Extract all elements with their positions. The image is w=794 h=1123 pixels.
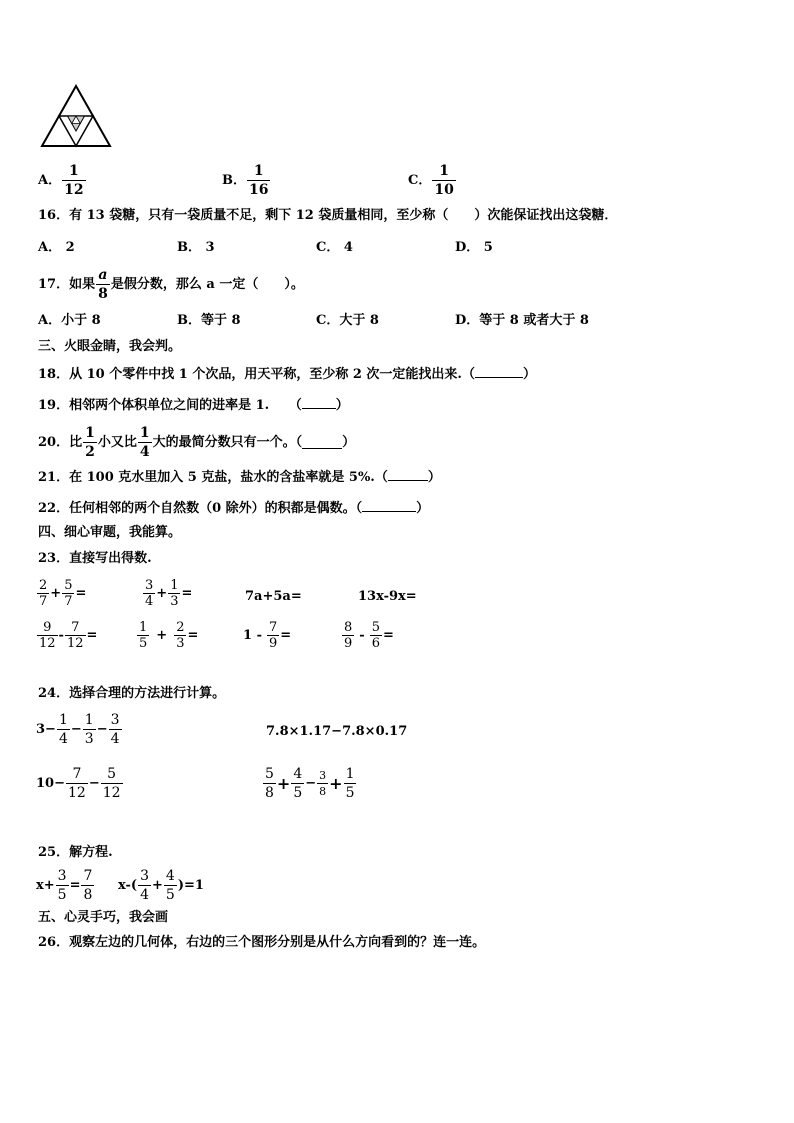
fraction: $\frac{5}{6}$	[371, 620, 380, 651]
q24-expr-4: $\frac{5}{8}$ + $\frac{4}{5}$ − $\frac{3}{8}$ + $\frac{1}{5}$	[265, 766, 355, 801]
answer-blank[interactable]	[388, 468, 428, 481]
q25-title: 25．解方程.	[38, 845, 113, 860]
fraction: $\frac{4}{5}$	[165, 868, 175, 903]
q15-option-c[interactable]	[408, 162, 457, 199]
answer-blank[interactable]	[475, 365, 523, 378]
q17-option-d[interactable]: D．等于 8 或者大于 8	[455, 313, 589, 328]
q25-equation-1: x+ $\frac{3}{5}$ = $\frac{7}{8}$	[36, 868, 93, 903]
q17-option-b[interactable]: B．等于 8	[177, 313, 241, 328]
q25-equation-2: x-( $\frac{3}{4}$ + $\frac{4}{5}$ )=1	[118, 868, 204, 903]
section-heading-4: 四、细心审题，我能算。	[38, 525, 182, 540]
q15-option-a[interactable]	[38, 162, 87, 199]
fraction: $\frac{8}{9}$	[344, 620, 353, 651]
option-letter: C．	[408, 172, 432, 188]
q23-expr-6: $\frac{1}{5}$ + $\frac{2}{3}$ =	[139, 620, 199, 651]
q26-text: 26．观察左边的几何体，右边的三个图形分别是从什么方向看到的？连一连。	[38, 935, 486, 950]
fraction: $\frac{1}{4}$	[58, 712, 68, 747]
q17-option-a[interactable]: A．小于 8	[38, 313, 101, 328]
q16-text: 16．有 13 袋糖，只有一袋质量不足，剩下 12 袋质量相同，至少称（ ）次能保证找出这袋糖．	[38, 208, 618, 223]
q23-title: 23．直接写出得数.	[38, 551, 152, 566]
fraction: $\frac{1}{10}$	[434, 163, 454, 198]
q16-option-a[interactable]: A． 2	[38, 240, 75, 255]
fraction: $\frac{7}{8}$	[83, 868, 93, 903]
fraction: $\frac{1}{12}$	[64, 163, 84, 198]
q19-text: 19．相邻两个体积单位之间的进率是 1. （ ）	[38, 398, 349, 413]
fraction: $\frac{5}{8}$	[265, 766, 274, 801]
q24-expr-3: 10− $\frac{7}{12}$ − $\frac{5}{12}$	[36, 766, 121, 801]
fraction: $\frac{3}{5}$	[57, 868, 67, 903]
q23-expr-4: 13x-9x=	[358, 589, 417, 604]
fraction: $\frac{5}{7}$	[64, 578, 73, 609]
fraction: $\frac{9}{12}$	[39, 620, 56, 651]
fraction: $\frac{a}{8}$	[98, 267, 108, 302]
q22-text: 22．任何相邻的两个自然数（0 除外）的积都是偶数。（ ）	[38, 501, 430, 516]
q23-expr-8: $\frac{8}{9}$ - $\frac{5}{6}$ =	[344, 620, 394, 651]
q17-option-c[interactable]: C．大于 8	[316, 313, 379, 328]
fraction: $\frac{7}{9}$	[268, 620, 278, 651]
q21-text: 21．在 100 克水里加入 5 克盐，盐水的含盐率就是 5%.（ ）	[38, 470, 441, 485]
fraction: $\frac{7}{12}$	[66, 620, 84, 651]
fraction: $\frac{1}{16}$	[249, 163, 269, 198]
fraction: $\frac{1}{2}$	[85, 425, 95, 460]
q15-option-b[interactable]	[222, 162, 271, 199]
q24-expr-2: 7.8×1.17−7.8×0.17	[266, 724, 408, 739]
fraction: $\frac{1}{3}$	[84, 712, 94, 747]
fraction: $\frac{5}{12}$	[102, 766, 121, 801]
q16-option-c[interactable]: C． 4	[316, 240, 353, 255]
q23-expr-7: 1 - $\frac{7}{9}$ =	[243, 620, 292, 651]
q23-expr-2: $\frac{3}{4}$ + $\frac{1}{3}$ =	[145, 578, 193, 609]
q24-title: 24．选择合理的方法进行计算。	[38, 686, 226, 701]
q23-expr-5: $\frac{9}{12}$ - $\frac{7}{12}$ =	[39, 620, 98, 651]
fraction: $\frac{2}{3}$	[176, 620, 185, 651]
fraction: $\frac{3}{8}$	[319, 769, 327, 798]
fraction: $\frac{1}{4}$	[139, 425, 150, 460]
fraction: $\frac{3}{4}$	[140, 868, 149, 903]
answer-blank[interactable]	[302, 396, 336, 409]
fraction: $\frac{1}{5}$	[345, 766, 355, 801]
answer-blank[interactable]	[302, 436, 342, 449]
q23-expr-1: $\frac{2}{7}$ + $\frac{5}{7}$ =	[39, 578, 87, 609]
fraction: $\frac{4}{5}$	[293, 766, 303, 801]
q17-text: 17．如果 $\frac{a}{8}$ 是假分数，那么 a 一定（ ）。	[38, 267, 304, 302]
fraction: $\frac{7}{12}$	[67, 766, 86, 801]
section-heading-5: 五、心灵手巧，我会画	[38, 910, 169, 925]
q18-text: 18．从 10 个零件中找 1 个次品，用天平称，至少称 2 次一定能找出来.（ ）	[38, 367, 536, 382]
fraction: $\frac{3}{4}$	[145, 578, 154, 609]
fraction: $\frac{2}{7}$	[39, 578, 48, 609]
fraction: $\frac{1}{3}$	[170, 578, 179, 609]
q16-option-d[interactable]: D． 5	[455, 240, 493, 255]
q24-expr-1: 3− $\frac{1}{4}$ − $\frac{1}{3}$ − $\frac{3}{4}$	[36, 712, 120, 747]
option-letter: A．	[38, 172, 62, 188]
section-heading-3: 三、火眼金睛，我会判。	[38, 339, 182, 354]
q16-option-b[interactable]: B． 3	[177, 240, 215, 255]
fraction: $\frac{1}{5}$	[139, 620, 148, 651]
q20-text: 20．比 $\frac{1}{2}$ 小又比 $\frac{1}{4}$ 大的最简分数只有一个。（ ）	[38, 425, 356, 460]
option-letter: B．	[222, 172, 246, 188]
q23-expr-3: 7a+5a=	[245, 589, 302, 604]
fraction: $\frac{3}{4}$	[110, 712, 120, 747]
answer-blank[interactable]	[362, 499, 416, 512]
nested-triangles-figure	[40, 84, 112, 148]
